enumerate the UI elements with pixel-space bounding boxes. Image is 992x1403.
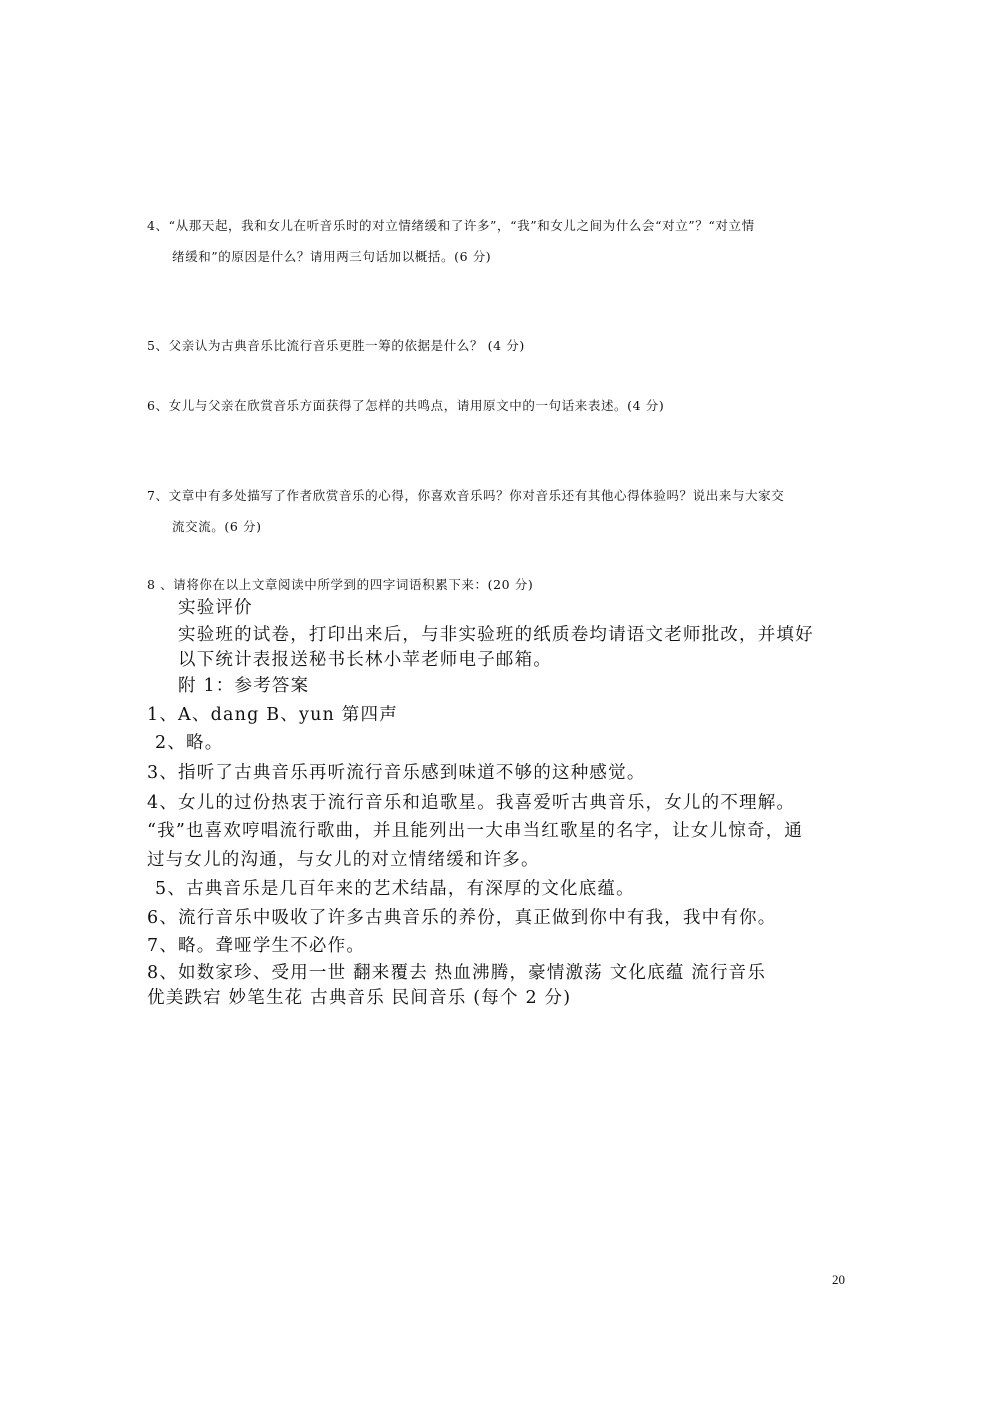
answer-7: 7、略。聋哑学生不必作。 (147, 936, 366, 956)
answer-5: 5、古典音乐是几百年来的艺术结晶，有深厚的文化底蕴。 (155, 879, 635, 899)
question-4-line-1: 4、“从那天起，我和女儿在听音乐时的对立情绪缓和了许多”，“我”和女儿之间为什么会“对立”？“对立情 (147, 218, 755, 233)
answer-8-line-2: 优美跌宕 妙笔生花 古典音乐 民间音乐 (每个 2 分) (147, 988, 572, 1008)
answer-6: 6、流行音乐中吸收了许多古典音乐的养份，真正做到你中有我，我中有你。 (147, 908, 777, 928)
evaluation-line-1: 实验班的试卷，打印出来后，与非实验班的纸质卷均请语文老师批改，并填好 (178, 625, 814, 645)
answers-heading: 附 1：参考答案 (178, 676, 310, 696)
answer-1: 1、A、dang B、yun 第四声 (147, 705, 398, 725)
question-5: 5、父亲认为古典音乐比流行音乐更胜一筹的依据是什么？ (4 分) (147, 338, 525, 353)
question-7-line-1: 7、文章中有多处描写了作者欣赏音乐的心得，你喜欢音乐吗？你对音乐还有其他心得体验吗？说出来与大家交 (147, 488, 785, 503)
answer-8-line-1: 8、如数家珍、受用一世 翻来覆去 热血沸腾，豪情激荡 文化底蕴 流行音乐 (147, 963, 767, 983)
answer-2: 2、略。 (155, 733, 224, 753)
question-6: 6、女儿与父亲在欣赏音乐方面获得了怎样的共鸣点，请用原文中的一句话来表述。(4 分) (147, 398, 665, 413)
answer-4-line-1: 4、女儿的过份热衷于流行音乐和追歌星。我喜爱听古典音乐，女儿的不理解。 (147, 793, 796, 813)
answer-4-line-3: 过与女儿的沟通，与女儿的对立情绪缓和许多。 (147, 850, 540, 870)
answer-4-line-2: “我”也喜欢哼唱流行歌曲，并且能列出一大串当红歌星的名字，让女儿惊奇，通 (147, 821, 804, 841)
question-7-line-2: 流交流。(6 分) (172, 519, 262, 534)
evaluation-line-2: 以下统计表报送秘书长林小苹老师电子邮箱。 (178, 650, 552, 670)
question-8: 8 、请将你在以上文章阅读中所学到的四字词语积累下来：(20 分) (147, 577, 534, 592)
evaluation-title: 实验评价 (178, 598, 253, 618)
page-number: 20 (832, 1272, 845, 1287)
answer-3: 3、指听了古典音乐再听流行音乐感到味道不够的这种感觉。 (147, 763, 646, 783)
question-4-line-2: 绪缓和”的原因是什么？请用两三句话加以概括。(6 分) (172, 249, 492, 264)
